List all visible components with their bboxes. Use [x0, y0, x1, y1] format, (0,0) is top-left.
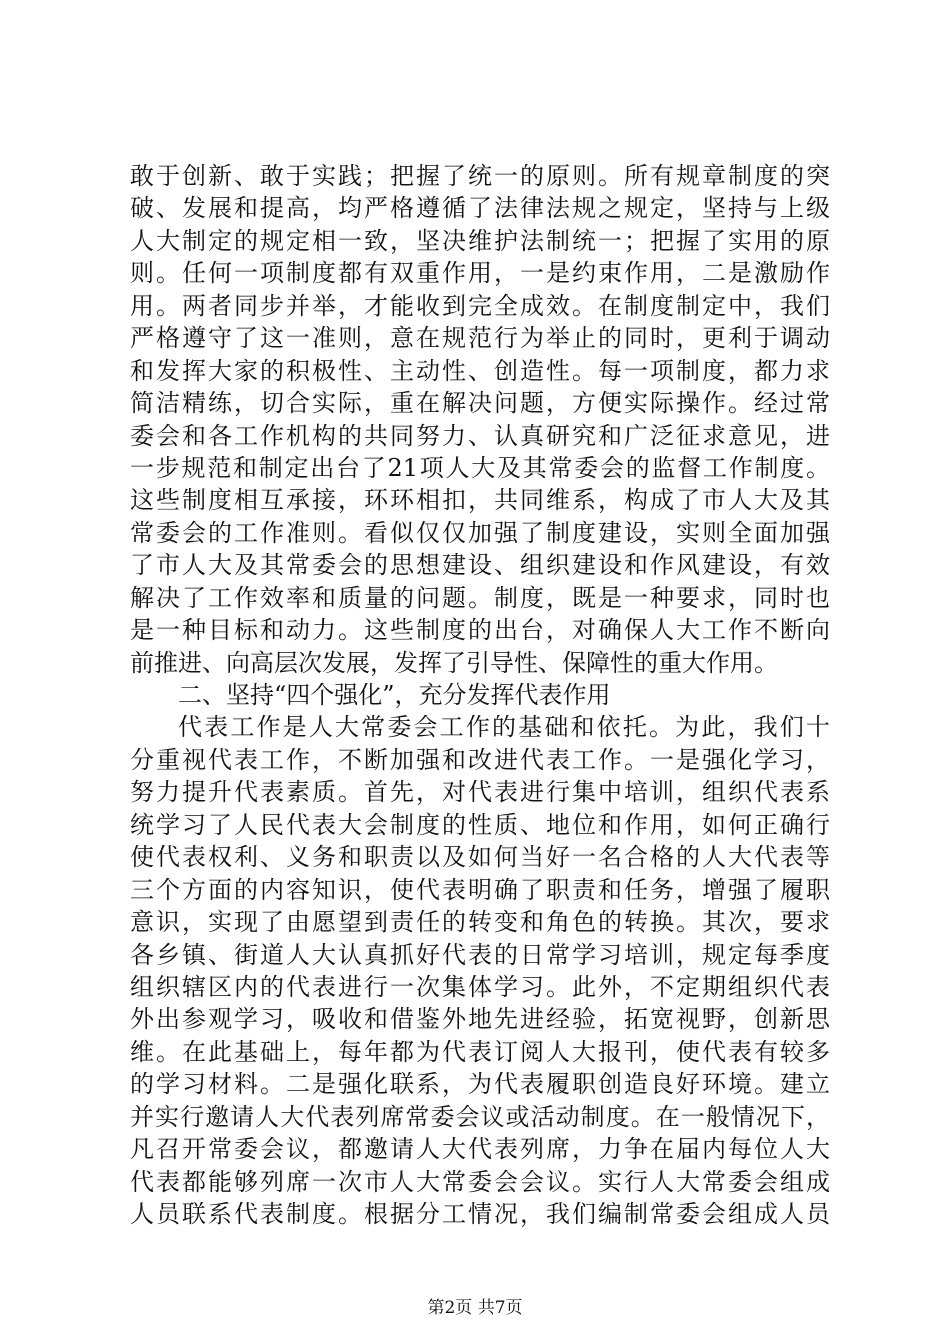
text-line: 解决了工作效率和质量的问题。制度，既是一种要求，同时也	[130, 583, 830, 612]
text-line: 破、发展和提高，均严格遵循了法律法规之规定，坚持与上级	[130, 194, 830, 223]
text-line: 维。在此基础上，每年都为代表订阅人大报刊，使代表有较多	[130, 1037, 830, 1066]
text-line: 简洁精练，切合实际，重在解决问题，方便实际操作。经过常	[130, 389, 830, 418]
text-line: 意识，实现了由愿望到责任的转变和角色的转换。其次，要求	[130, 908, 830, 937]
text-line: 各乡镇、街道人大认真抓好代表的日常学习培训，规定每季度	[130, 940, 830, 969]
text-line: 前推进、向高层次发展，发挥了引导性、保障性的重大作用。	[130, 648, 778, 677]
text-line: 三个方面的内容知识，使代表明确了职责和任务，增强了履职	[130, 875, 830, 904]
text-line: 严格遵守了这一准则，意在规范行为举止的同时，更利于调动	[130, 324, 830, 353]
text-line: 敢于创新、敢于实践；把握了统一的原则。所有规章制度的突	[130, 162, 830, 190]
text-line: 使代表权利、义务和职责以及如何当好一名合格的人大代表等	[130, 843, 830, 872]
text-line: 凡召开常委会议，都邀请人大代表列席，力争在届内每位人大	[130, 1135, 830, 1164]
text-line: 则。任何一项制度都有双重作用，一是约束作用，二是激励作	[130, 259, 830, 288]
text-line: 外出参观学习，吸收和借鉴外地先进经验，拓宽视野，创新思	[130, 1005, 830, 1034]
text-line: 代表都能够列席一次市人大常委会会议。实行人大常委会组成	[130, 1167, 830, 1196]
page-footer: 第2页 共7页	[427, 1298, 523, 1318]
text-line: 委会和各工作机构的共同努力、认真研究和广泛征求意见，进	[130, 421, 830, 450]
text-line: 常委会的工作准则。看似仅仅加强了制度建设，实则全面加强	[130, 518, 830, 547]
document-body	[130, 160, 830, 1230]
section-heading: 二、坚持“四个强化”，充分发挥代表作用	[178, 681, 611, 709]
text-line: 分重视代表工作，不断加强和改进代表工作。一是强化学习，	[130, 745, 830, 774]
text-line: 努力提升代表素质。首先，对代表进行集中培训，组织代表系	[130, 778, 830, 807]
text-line: 统学习了人民代表大会制度的性质、地位和作用，如何正确行	[130, 810, 830, 839]
text-line: 了市人大及其常委会的思想建设、组织建设和作风建设，有效	[130, 551, 830, 580]
text-line: 这些制度相互承接，环环相扣，共同维系，构成了市人大及其	[130, 486, 830, 515]
text-line: 和发挥大家的积极性、主动性、创造性。每一项制度，都力求	[130, 356, 830, 385]
text-line: 的学习材料。二是强化联系，为代表履职创造良好环境。建立	[130, 1070, 830, 1099]
text-line: 是一种目标和动力。这些制度的出台，对确保人大工作不断向	[130, 616, 830, 645]
text-line: 人员联系代表制度。根据分工情况，我们编制常委会组成人员	[130, 1200, 830, 1228]
text-line: 一步规范和制定出台了21项人大及其常委会的监督工作制度。	[130, 453, 830, 482]
text-line: 并实行邀请人大代表列席常委会议或活动制度。在一般情况下，	[130, 1102, 830, 1131]
text-line: 用。两者同步并举，才能收到完全成效。在制度制定中，我们	[130, 291, 830, 320]
text-line: 代表工作是人大常委会工作的基础和依托。为此，我们十	[178, 713, 830, 742]
text-line: 组织辖区内的代表进行一次集体学习。此外，不定期组织代表	[130, 972, 830, 1001]
text-line: 人大制定的规定相一致，坚决维护法制统一；把握了实用的原	[130, 226, 830, 255]
